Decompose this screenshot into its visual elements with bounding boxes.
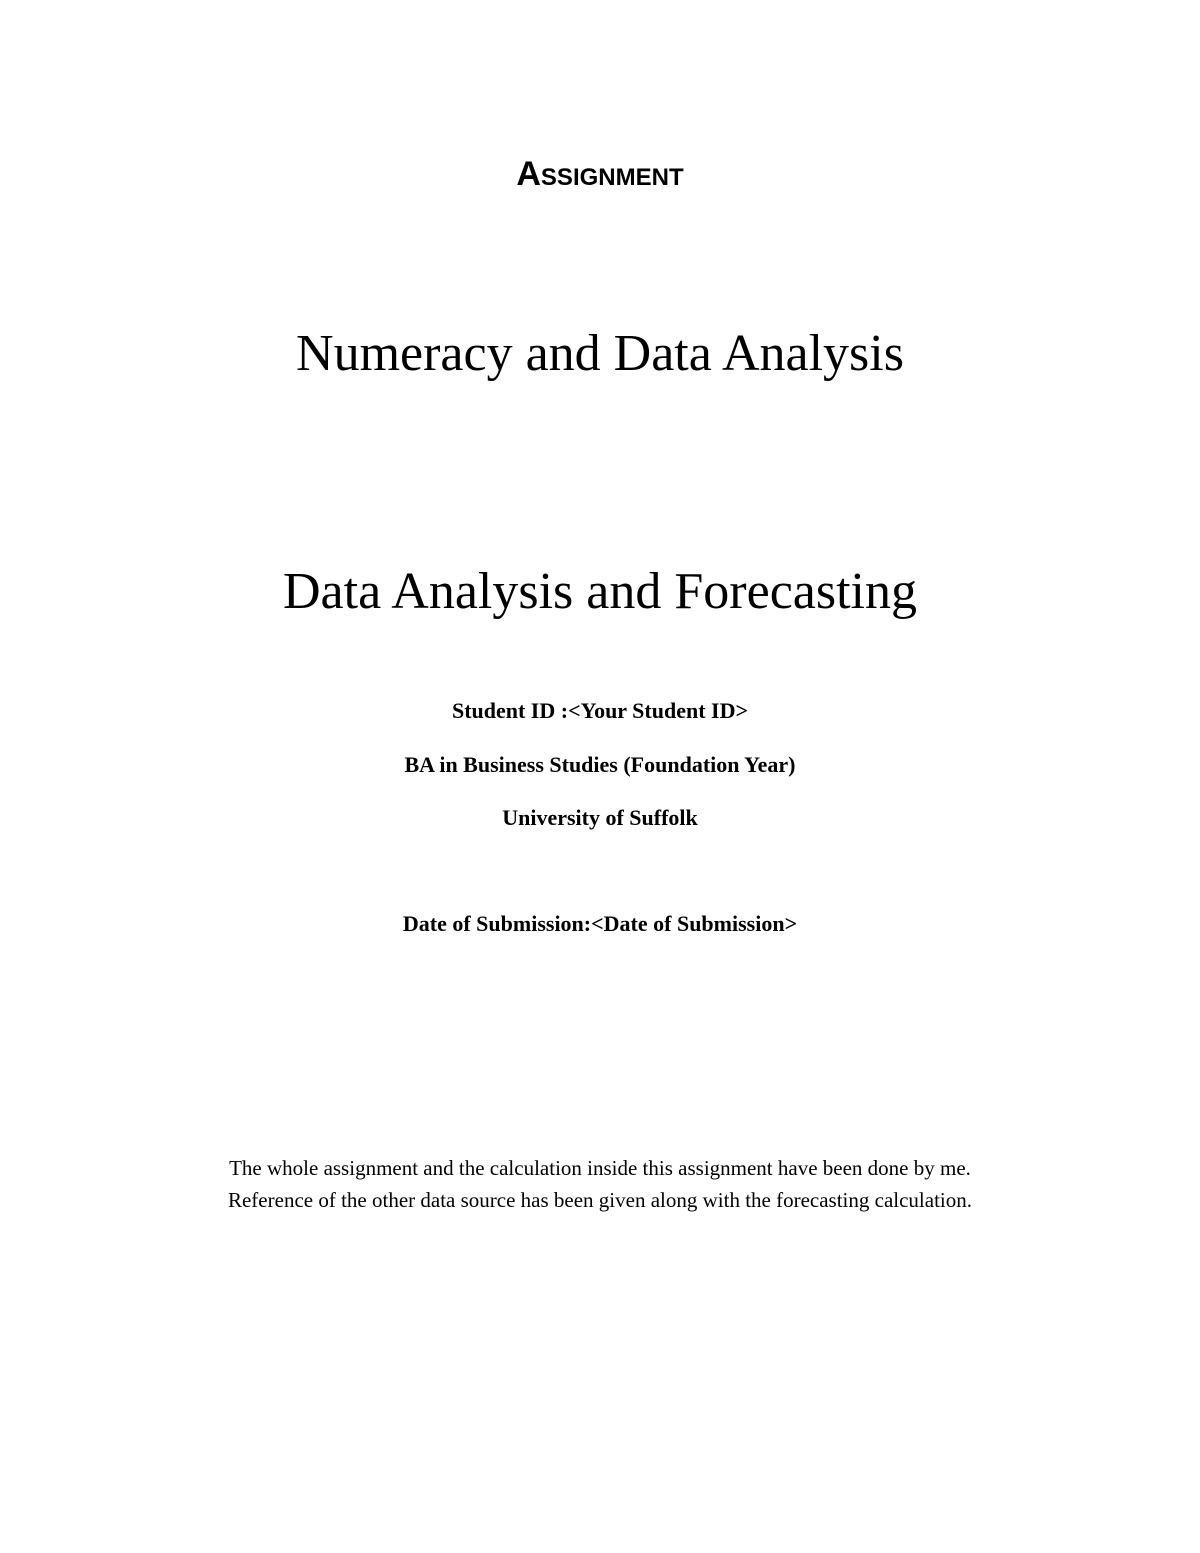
student-id-line: Student ID :<Your Student ID> — [451, 698, 749, 723]
university-line: University of Suffolk — [502, 805, 698, 830]
course-title: Numeracy and Data Analysis — [296, 325, 904, 382]
assignment-subtitle: Data Analysis and Forecasting — [283, 563, 917, 620]
assignment-heading: Assignment — [516, 155, 684, 193]
declaration-line-1: The whole assignment and the calculation inside this assignment have been done by me. — [229, 1156, 971, 1180]
declaration-line-2: Reference of the other data source has been given along with the forecasting calculation. — [227, 1188, 973, 1212]
submission-date-line: Date of Submission:<Date of Submission> — [402, 911, 798, 936]
programme-line: BA in Business Studies (Foundation Year) — [404, 752, 796, 777]
